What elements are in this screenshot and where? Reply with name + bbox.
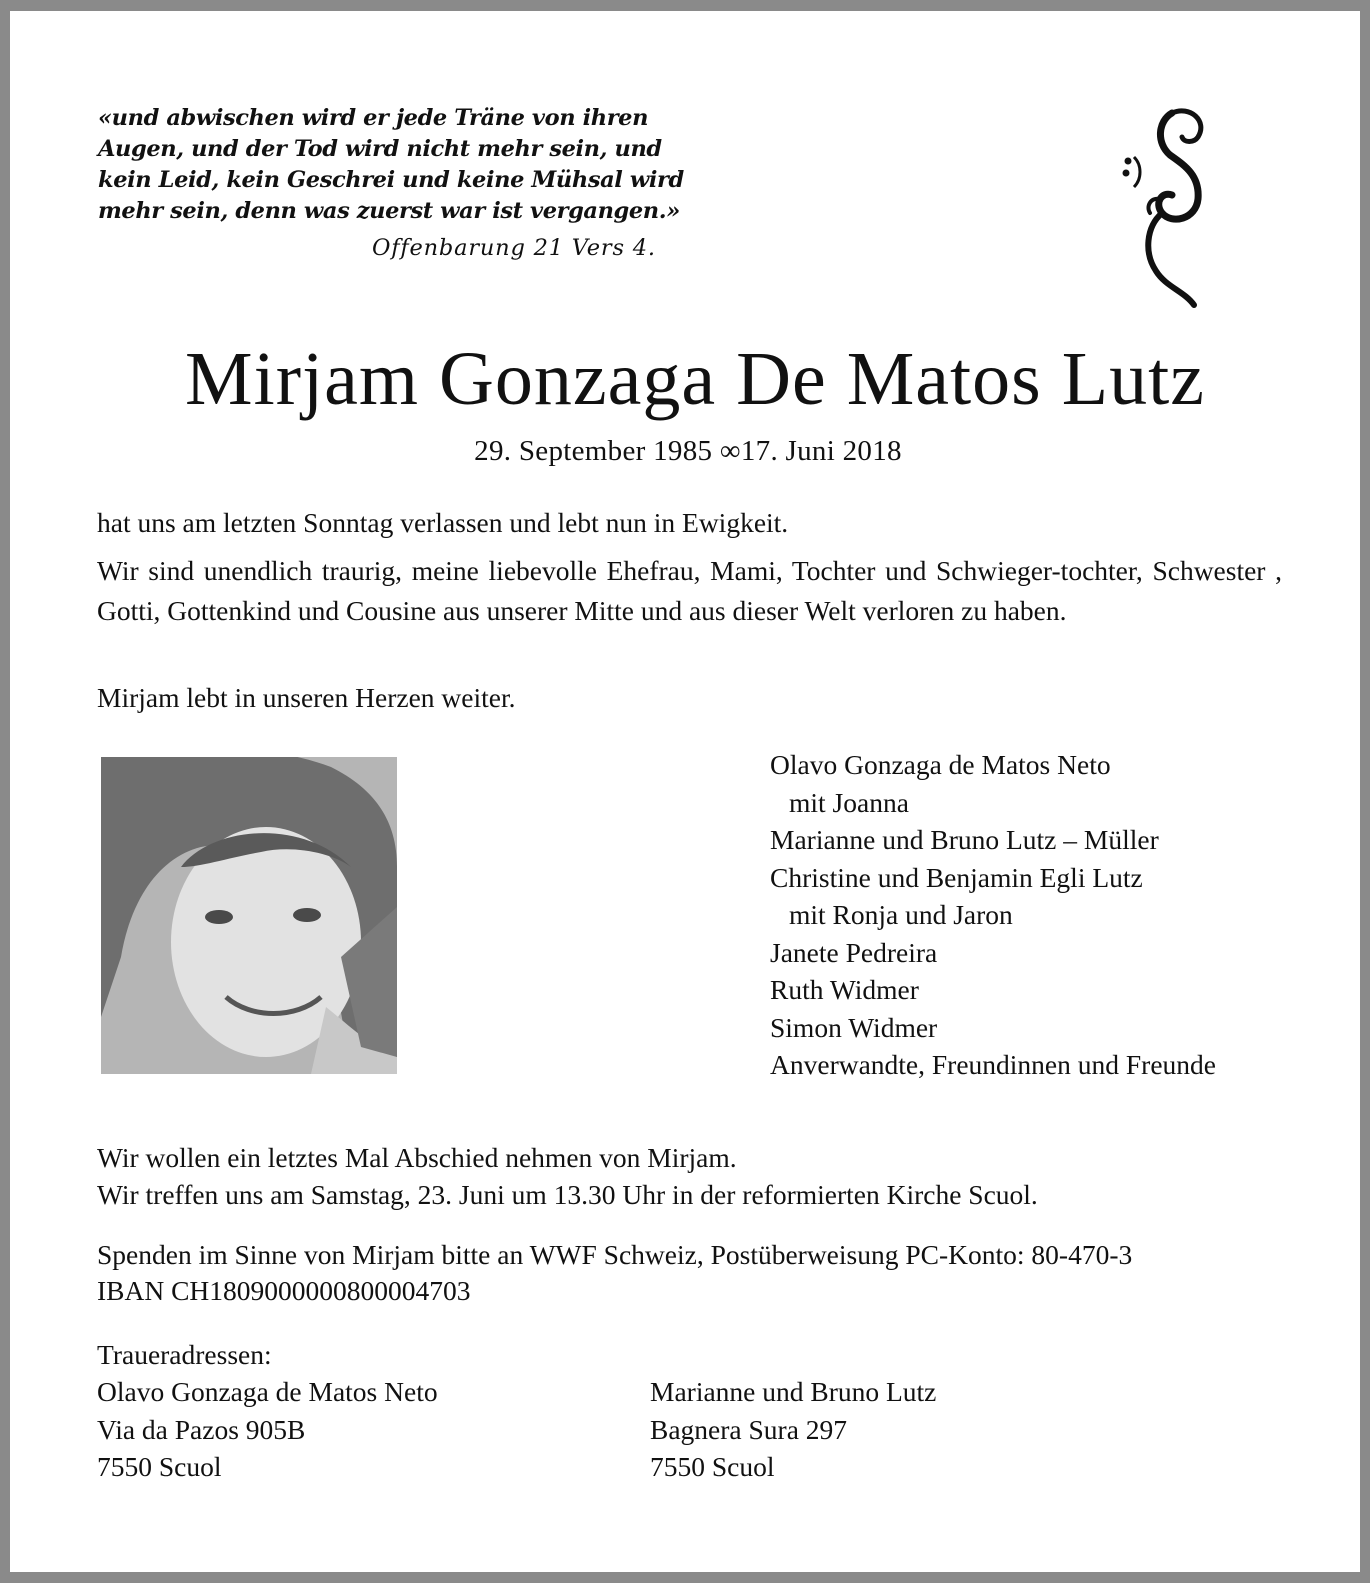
farewell-line: Wir treffen uns am Samstag, 23. Juni um 13.30 Uhr in der reformierten Kirche Scuol. (97, 1179, 1038, 1210)
family-list (770, 746, 1216, 1084)
address-left (97, 1373, 438, 1486)
quote-line: kein Leid, kein Geschrei und keine Mühsal wird (98, 167, 684, 193)
calligraphic-swirl-ornament-icon (1110, 103, 1210, 313)
life-dates: 29. September 1985 ∞17. Juni 2018 (474, 435, 902, 467)
quote-line: mehr sein, denn was zuerst war ist vergangen.» (98, 198, 680, 224)
intro-paragraph: Mirjam lebt in unseren Herzen weiter. (97, 682, 516, 713)
donation-line: Spenden im Sinne von Mirjam bitte an WWF Schweiz, Postüberweisung PC-Konto: 80-470-3 (97, 1239, 1133, 1270)
addresses-heading: Traueradressen: (97, 1339, 272, 1370)
address-line: 7550 Scuol (650, 1451, 775, 1482)
intro-paragraph: Wir sind unendlich traurig, meine liebevolle Ehefrau, Mami, Tochter und Schwieger-tochter, Schwester , Gotti, Gottenkind und Cousine aus unserer Mitte und aus dieser Welt verloren zu haben. (97, 555, 1282, 626)
family-member: Marianne und Bruno Lutz – Müller (770, 824, 1159, 855)
quote-line: Augen, und der Tod wird nicht mehr sein, und (98, 136, 662, 162)
portrait-photo (101, 757, 397, 1074)
family-member: Christine und Benjamin Egli Lutz (770, 861, 1143, 893)
address-line: 7550 Scuol (97, 1451, 222, 1482)
portrait-photo-icon (101, 757, 397, 1074)
family-member: mit Joanna (789, 786, 909, 818)
intro-paragraph: hat uns am letzten Sonntag verlassen und lebt nun in Ewigkeit. (97, 507, 789, 538)
address-line: Via da Pazos 905B (97, 1413, 306, 1445)
family-member: mit Ronja und Jaron (789, 899, 1013, 930)
family-member: Olavo Gonzaga de Matos Neto (770, 749, 1111, 780)
address-line: Marianne und Bruno Lutz (650, 1376, 937, 1407)
donation-line: IBAN CH1809000000800004703 (97, 1275, 471, 1306)
family-member: Ruth Widmer (770, 974, 919, 1005)
farewell-line: Wir wollen ein letztes Mal Abschied nehmen von Mirjam. (97, 1142, 737, 1173)
bible-quote (98, 103, 684, 227)
address-right (650, 1373, 936, 1486)
deceased-name: Mirjam Gonzaga De Matos Lutz (185, 337, 1205, 421)
address-line: Olavo Gonzaga de Matos Neto (97, 1376, 438, 1407)
family-member: Anverwandte, Freundinnen und Freunde (770, 1049, 1217, 1080)
family-member: Simon Widmer (770, 1011, 938, 1043)
quote-line: «und abwischen wird er jede Träne von ihren (98, 105, 649, 131)
address-line: Bagnera Sura 297 (650, 1413, 848, 1445)
donation-text (97, 1237, 1132, 1309)
farewell-text (97, 1139, 1038, 1213)
quote-reference: Offenbarung 21 Vers 4. (372, 235, 656, 261)
family-member: Janete Pedreira (770, 936, 938, 968)
